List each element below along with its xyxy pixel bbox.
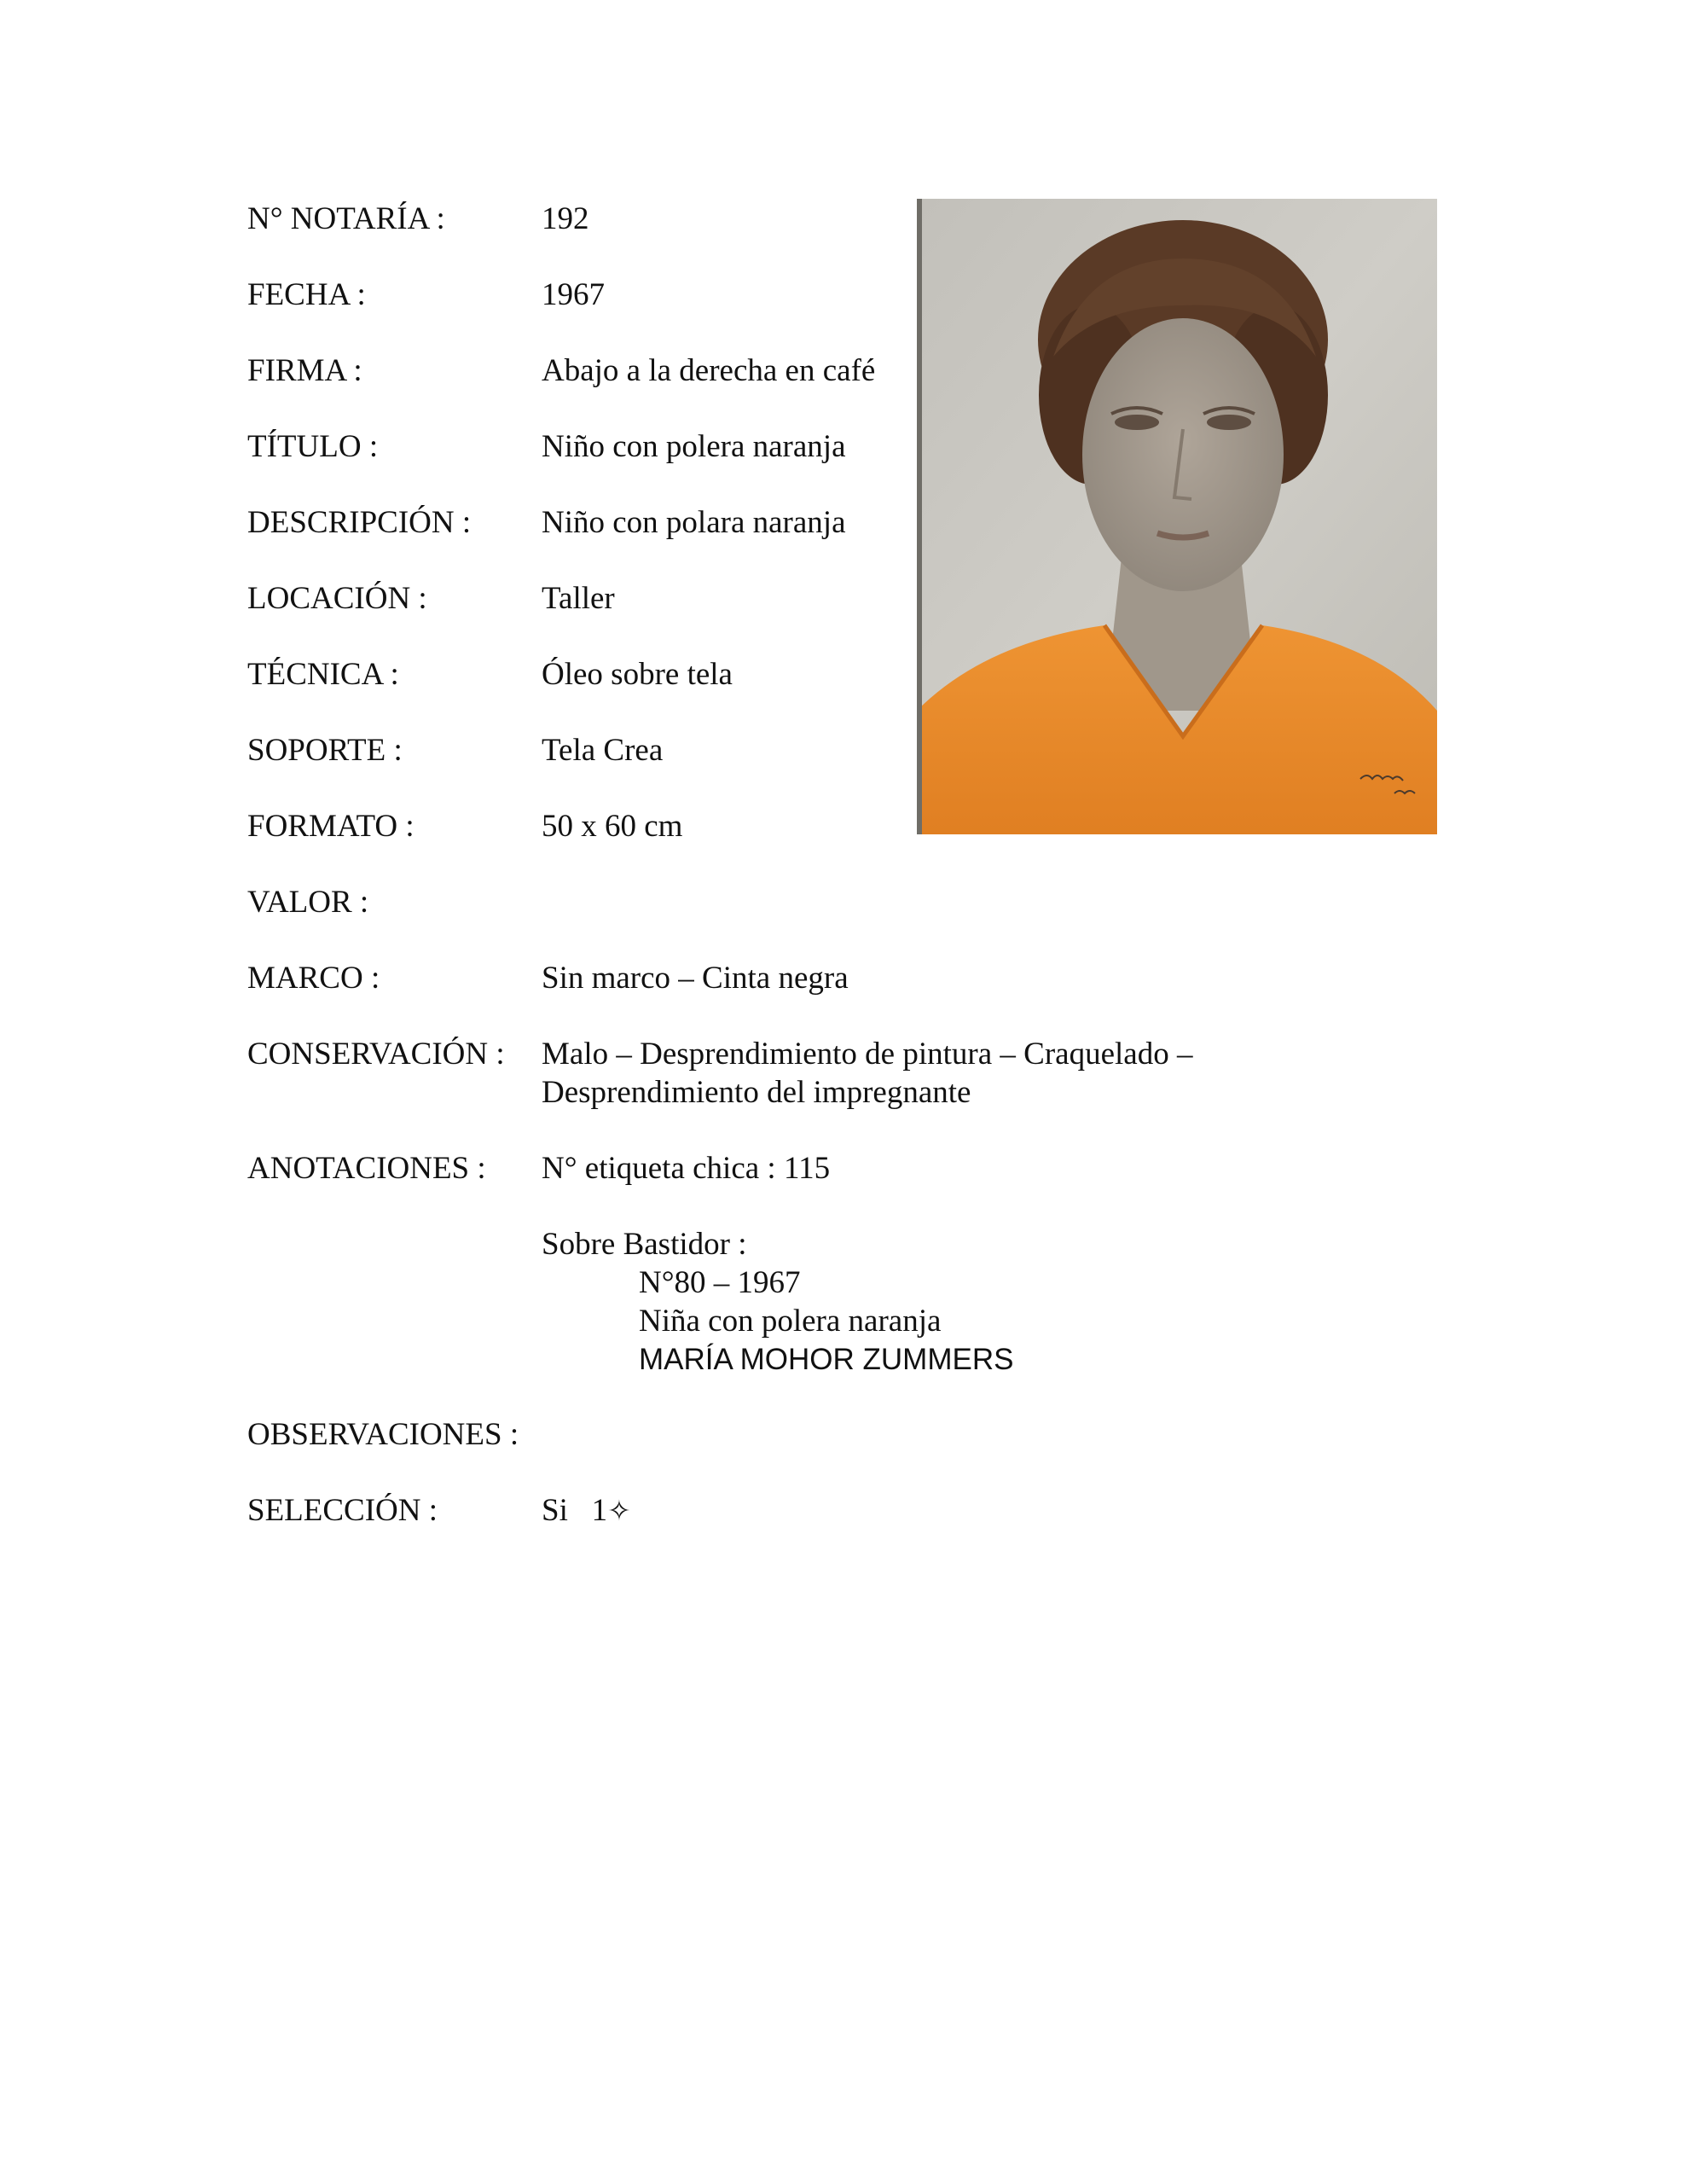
label-observaciones: OBSERVACIONES :: [247, 1417, 519, 1452]
label-descripcion: DESCRIPCIÓN :: [247, 505, 472, 540]
label-locacion: LOCACIÓN :: [247, 581, 427, 616]
value-seleccion: [542, 1491, 631, 1530]
bastidor-line-title: Niña con polera naranja: [639, 1304, 942, 1339]
value-anotaciones: N° etiqueta chica : 115: [542, 1151, 831, 1186]
label-formato: FORMATO :: [247, 809, 415, 844]
label-conservacion: CONSERVACIÓN :: [247, 1037, 505, 1072]
value-conservacion-line2: Desprendimiento del impregnante: [542, 1075, 971, 1110]
value-tecnica: Óleo sobre tela: [542, 657, 733, 692]
seleccion-answer: Si: [542, 1493, 568, 1528]
label-soporte: SOPORTE :: [247, 733, 403, 768]
value-fecha: 1967: [542, 277, 605, 312]
bastidor-line-number: N°80 – 1967: [639, 1265, 801, 1300]
label-seleccion: SELECCIÓN :: [247, 1493, 438, 1528]
value-descripcion: Niño con polara naranja: [542, 505, 846, 540]
label-marco: MARCO :: [247, 961, 380, 996]
value-marco: Sin marco – Cinta negra: [542, 961, 849, 996]
label-anotaciones: ANOTACIONES :: [247, 1151, 486, 1186]
label-tecnica: TÉCNICA :: [247, 657, 399, 692]
label-notaria: N° NOTARÍA :: [247, 201, 445, 236]
seleccion-number: 1: [591, 1493, 608, 1528]
four-pointed-star-outline-icon: ✧: [607, 1494, 631, 1527]
value-notaria: 192: [542, 201, 589, 236]
value-formato: 50 x 60 cm: [542, 809, 683, 844]
bastidor-line-artist: MARÍA MOHOR ZUMMERS: [639, 1343, 1014, 1376]
portrait-painting-image: [917, 199, 1437, 834]
value-conservacion: Malo – Desprendimiento de pintura – Craquelado –: [542, 1037, 1193, 1072]
value-locacion: Taller: [542, 581, 615, 616]
label-fecha: FECHA :: [247, 277, 366, 312]
value-soporte: Tela Crea: [542, 733, 664, 768]
value-titulo: Niño con polera naranja: [542, 429, 846, 464]
bastidor-heading: Sobre Bastidor :: [542, 1227, 747, 1262]
painting-photo: [917, 199, 1437, 834]
label-valor: VALOR :: [247, 885, 369, 920]
label-firma: FIRMA :: [247, 353, 362, 388]
value-firma: Abajo a la derecha en café: [542, 353, 876, 388]
label-titulo: TÍTULO :: [247, 429, 379, 464]
